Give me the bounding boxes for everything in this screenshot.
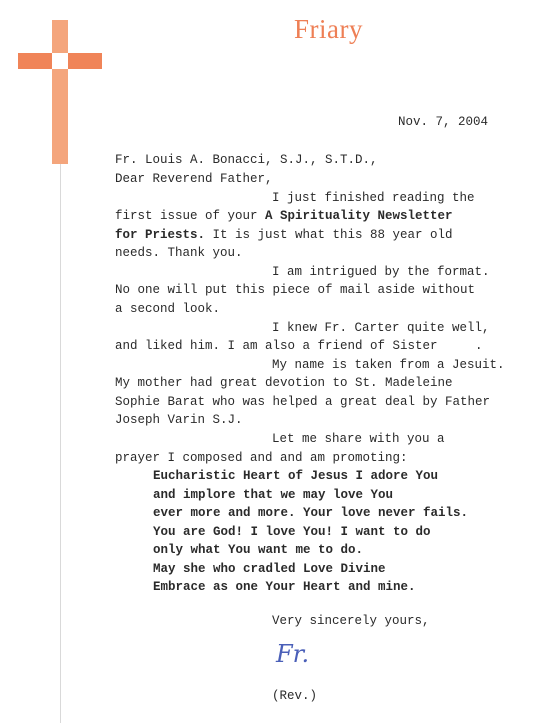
para1-line3 <box>115 228 453 243</box>
margin-rule <box>60 164 61 723</box>
para3-line2: and liked him. I am also a friend of Sister . <box>115 339 483 353</box>
prayer-line: May she who cradled Love Divine <box>153 562 386 576</box>
cross-icon <box>52 20 68 164</box>
para5-line1: Let me share with you a <box>272 432 445 446</box>
cross-icon-center <box>52 53 68 69</box>
para1-line2 <box>115 209 453 224</box>
recipient: Fr. Louis A. Bonacci, S.J., S.T.D., <box>115 153 378 167</box>
prayer-line: Eucharistic Heart of Jesus I adore You <box>153 469 439 483</box>
prayer-line: only what You want me to do. <box>153 543 364 557</box>
prayer-line: Embrace as one Your Heart and mine. <box>153 580 416 594</box>
para5-line2: prayer I composed and and am promoting: <box>115 451 408 465</box>
para2-line3: a second look. <box>115 302 221 316</box>
para4-line1: My name is taken from a Jesuit. <box>272 358 505 372</box>
para1-line3-text: It is just what this 88 year old <box>205 228 453 242</box>
prayer-line: ever more and more. Your love never fails. <box>153 506 469 520</box>
letterhead-name: Friary <box>294 14 363 44</box>
para1-line2-text: first issue of your <box>115 209 266 223</box>
para4-line2: My mother had great devotion to St. Madeleine <box>115 376 453 390</box>
para1-line1: I just finished reading the <box>272 191 475 205</box>
para2-line2: No one will put this piece of mail aside without <box>115 283 476 297</box>
handwritten-signature: Fr. <box>276 640 310 668</box>
prayer-line: and implore that we may love You <box>153 488 394 502</box>
title-line: (Rev.) <box>272 689 318 703</box>
letter-date: Nov. 7, 2004 <box>398 115 489 129</box>
closing: Very sincerely yours, <box>272 614 430 628</box>
para4-line4: Joseph Varin S.J. <box>115 413 243 427</box>
salutation: Dear Reverend Father, <box>115 172 273 186</box>
para3-line1: I knew Fr. Carter quite well, <box>272 321 490 335</box>
para4-line3: Sophie Barat who was helped a great deal by Father <box>115 395 491 409</box>
newsletter-title: A Spirituality Newsletter <box>265 209 453 223</box>
para1-line4: needs. Thank you. <box>115 246 243 260</box>
newsletter-title-cont: for Priests. <box>115 228 206 242</box>
prayer-line: You are God! I love You! I want to do <box>153 525 431 539</box>
para2-line1: I am intrigued by the format. <box>272 265 490 279</box>
